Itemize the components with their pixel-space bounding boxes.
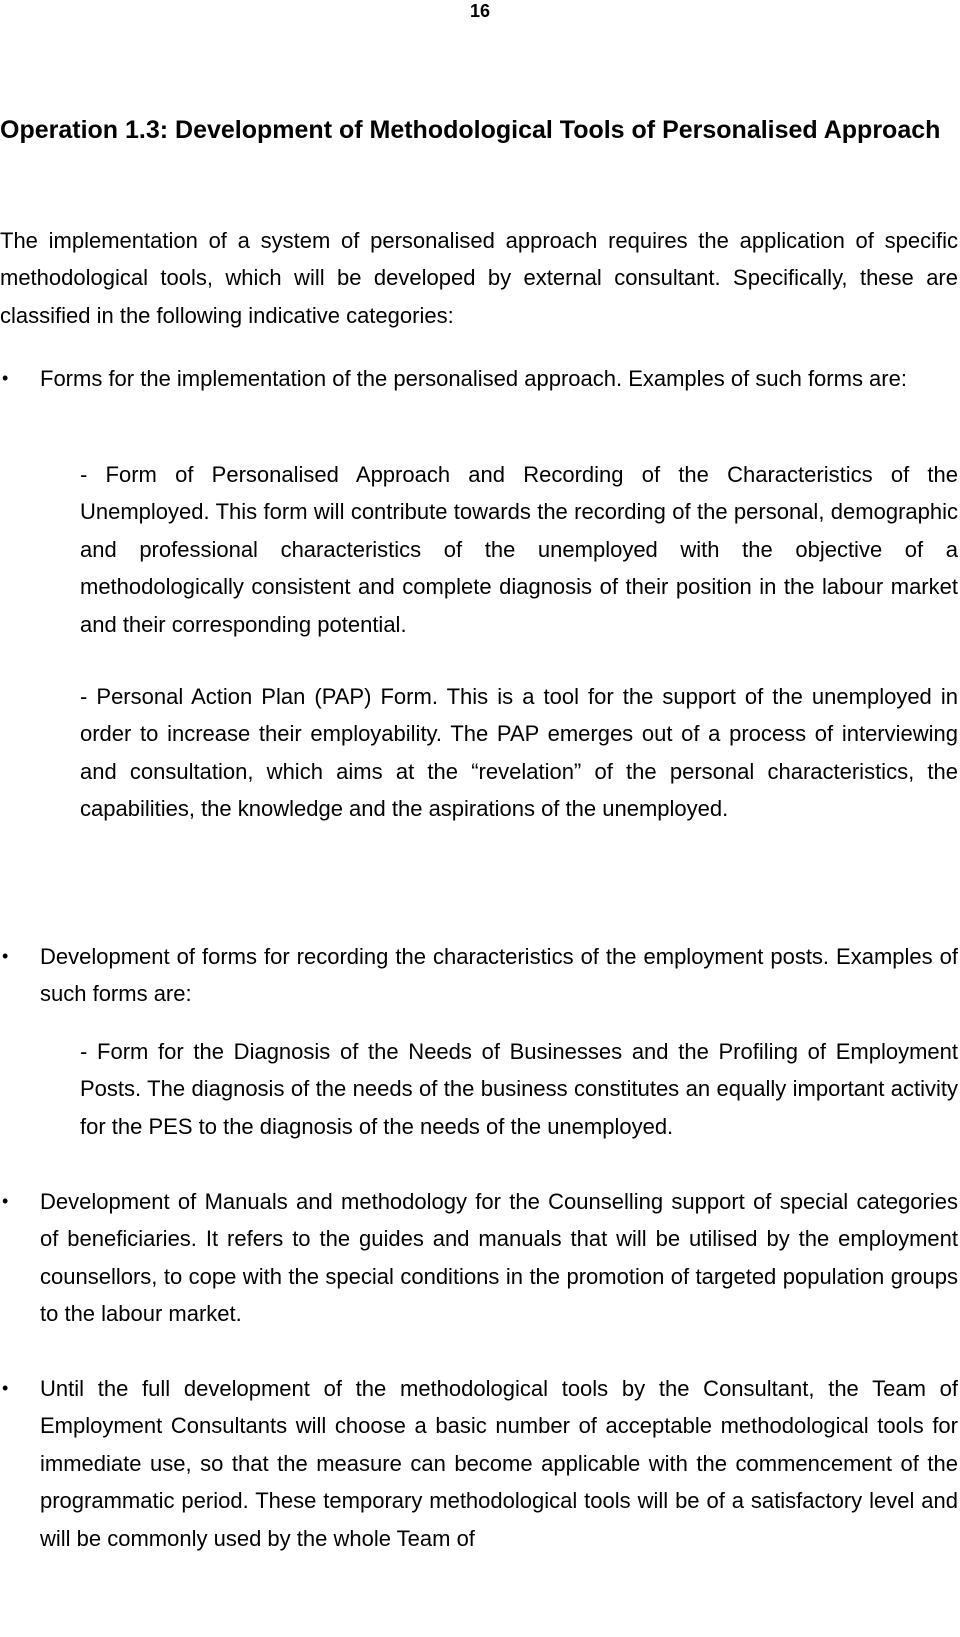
section-heading: Operation 1.3: Development of Methodological Tools of Personalised Approach [0,116,941,144]
bullet-text: Development of forms for recording the characteristics of the employment posts. Examples of such forms are: [40,944,958,1007]
bullet-icon: • [2,368,9,388]
bullet-icon: • [2,1378,9,1398]
bullet-item-forms [0,360,958,397]
bullet-text: Forms for the implementation of the personalised approach. Examples of such forms are: [40,366,907,391]
bullet-text: Until the full development of the methodological tools by the Consultant, the Team of Employment Consultants will choose a basic number of acceptable methodological tools for immediate use, so that the measure can become applicable with the commencement of the programmatic period. These temporary methodological tools will be of a satisfactory level and will be commonly used by the whole Team of [40,1376,958,1551]
bullet-icon: • [2,1191,9,1211]
bullet-icon: • [2,946,9,966]
bullet-item-manuals [0,1183,958,1333]
bullet-item-employment-posts [0,938,958,1013]
bullet-item-temporary-tools [0,1370,958,1557]
subitem-pap-form: - Personal Action Plan (PAP) Form. This is a tool for the support of the unemployed in order to increase their employability. The PAP emerges out of a process of interviewing and consultation, which aims at the “revelation” of the personal characteristics, the capabilities, the knowledge and the aspirations of the unemployed. [80,684,958,822]
subitem-diagnosis-needs-form: - Form for the Diagnosis of the Needs of Businesses and the Profiling of Employment Posts. The diagnosis of the needs of the business constitutes an equally important activity for the PES to the diagnosis of the needs of the unemployed. [80,1039,958,1139]
bullet-text: Development of Manuals and methodology for the Counselling support of special categories of beneficiaries. It refers to the guides and manuals that will be utilised by the employment counsellors, to cope with the special conditions in the promotion of targeted population groups to the labour market. [40,1189,958,1327]
intro-paragraph: The implementation of a system of personalised approach requires the application of specific methodological tools, which will be developed by external consultant. Specifically, these are classified in the following indicative categories: [0,228,958,328]
page-number: 16 [469,1,491,21]
subitem-form-personalised-approach: - Form of Personalised Approach and Recording of the Characteristics of the Unemployed. This form will contribute towards the recording of the personal, demographic and professional characteristics of the unemployed with the objective of a methodologically consistent and complete diagnosis of their position in the labour market and their corresponding potential. [80,462,958,637]
